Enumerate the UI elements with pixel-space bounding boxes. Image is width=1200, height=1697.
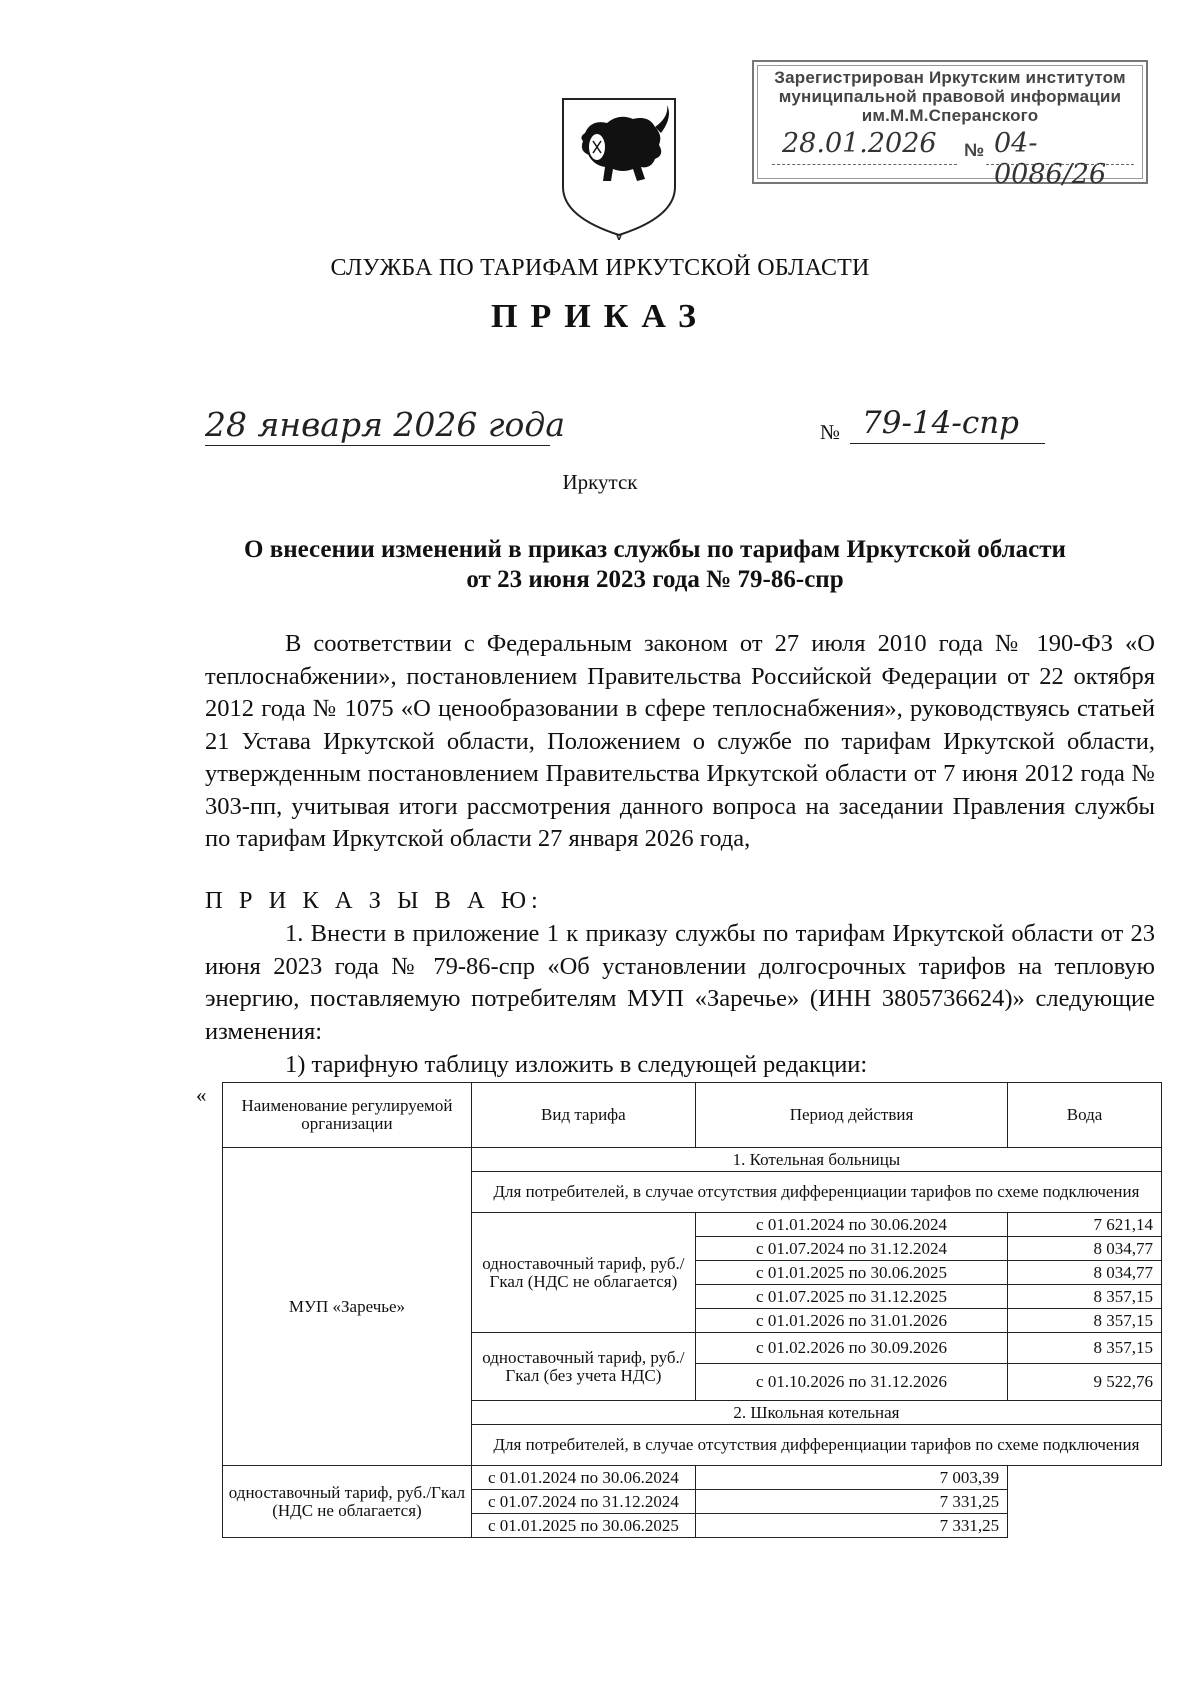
period-cell: с 01.01.2025 по 30.06.2025 (695, 1261, 1007, 1285)
stamp-reg-number: 04-0086/26 (994, 128, 1107, 190)
tariff-table (222, 1082, 1162, 1538)
stamp-reg-date: 28.01.2026 (782, 128, 937, 159)
table-row (223, 1148, 1162, 1172)
section-2-name: 2. Школьная котельная (471, 1401, 1161, 1425)
date-underline (205, 445, 550, 446)
value-cell: 8 034,77 (1008, 1261, 1162, 1285)
period-cell: с 01.07.2024 по 31.12.2024 (471, 1490, 695, 1514)
opening-quote: « (196, 1083, 207, 1107)
document-title (150, 535, 1160, 595)
agency-name: СЛУЖБА ПО ТАРИФАМ ИРКУТСКОЙ ОБЛАСТИ (330, 255, 870, 281)
section-1-group-1-type: одноставочный тариф, руб./Гкал (НДС не облагается) (471, 1213, 695, 1333)
org-name-cell: МУП «Заречье» (223, 1148, 472, 1466)
item-1-paragraph: 1. Внести в приложение 1 к приказу службы по тарифам Иркутской области от 23 июня 2023 года № 79-86-спр «Об установлении долгосрочных тарифов на тепловую энергию, поставляемую потребителям МУП «Заречье» (ИНН 3805736624)» следующие изменения: (205, 920, 1155, 1045)
value-cell: 7 331,25 (695, 1490, 1007, 1514)
period-cell: с 01.07.2025 по 31.12.2025 (695, 1285, 1007, 1309)
table-row (223, 1466, 1162, 1490)
section-1-consumers: Для потребителей, в случае отсутствия дифференциации тарифов по схеме подключения (471, 1172, 1161, 1213)
table-header-row (223, 1083, 1162, 1148)
period-cell: с 01.01.2024 по 30.06.2024 (695, 1213, 1007, 1237)
number-underline (850, 443, 1045, 444)
value-cell: 8 357,15 (1008, 1285, 1162, 1309)
prikazyvayu-heading: П Р И К А З Ы В А Ю: (205, 887, 543, 914)
section-1-group-2-type: одноставочный тариф, руб./Гкал (без учета НДС) (471, 1333, 695, 1401)
section-2-consumers: Для потребителей, в случае отсутствия дифференциации тарифов по схеме подключения (471, 1425, 1161, 1466)
value-cell: 8 034,77 (1008, 1237, 1162, 1261)
section-2-group-1-type: одноставочный тариф, руб./Гкал (НДС не облагается) (223, 1466, 472, 1538)
header-org: Наименование регулируемой организации (223, 1083, 472, 1148)
stamp-number-label: № (964, 140, 985, 160)
city: Иркутск (562, 470, 638, 494)
value-cell: 7 621,14 (1008, 1213, 1162, 1237)
value-cell: 7 331,25 (695, 1514, 1007, 1538)
value-cell: 8 357,15 (1008, 1333, 1162, 1364)
document-type: ПРИКАЗ (491, 298, 709, 335)
title-line-1: О внесении изменений в приказ службы по тарифам Иркутской области (244, 536, 1066, 563)
registration-stamp (752, 60, 1148, 190)
header-period: Период действия (695, 1083, 1007, 1148)
period-cell: с 01.02.2026 по 30.09.2026 (695, 1333, 1007, 1364)
preamble-paragraph: В соответствии с Федеральным законом от 27 июля 2010 года № 190-ФЗ «О теплоснабжении», постановлением Правительства Российской Федерации от 22 октября 2012 года № 1075 «О ценообразовании в сфере теплоснабжения», руководствуясь статьей 21 Устава Иркутской области, Положением о службе по тарифам Иркутской области, утвержденным постановлением Правительства Иркутской области от 7 июня 2012 года № 303-пп, учитывая итоги рассмотрения данного вопроса на заседании Правления службы по тарифам Иркутской области 27 января 2026 года, (205, 630, 1155, 852)
header-water: Вода (1008, 1083, 1162, 1148)
value-cell: 7 003,39 (695, 1466, 1007, 1490)
order-number-label: № (820, 420, 841, 444)
period-cell: с 01.01.2026 по 31.01.2026 (695, 1309, 1007, 1333)
period-cell: с 01.01.2024 по 30.06.2024 (471, 1466, 695, 1490)
period-cell: с 01.01.2025 по 30.06.2025 (471, 1514, 695, 1538)
coat-of-arms-icon (555, 95, 683, 240)
section-1-name: 1. Котельная больницы (471, 1148, 1161, 1172)
sub-item-1: 1) тарифную таблицу изложить в следующей редакции: (285, 1051, 868, 1078)
stamp-line-2: муниципальной правовой информации (778, 87, 1122, 106)
value-cell: 8 357,15 (1008, 1309, 1162, 1333)
stamp-line-3: им.М.М.Сперанского (861, 106, 1039, 125)
value-cell: 9 522,76 (1008, 1364, 1162, 1401)
period-cell: с 01.07.2024 по 31.12.2024 (695, 1237, 1007, 1261)
period-cell: с 01.10.2026 по 31.12.2026 (695, 1364, 1007, 1401)
stamp-line-1: Зарегистрирован Иркутским институтом (774, 68, 1126, 87)
order-date: 28 января 2026 года (205, 405, 566, 444)
order-number: 79-14-спр (862, 405, 1020, 441)
title-line-2: от 23 июня 2023 года № 79-86-спр (466, 566, 844, 593)
header-tariff-type: Вид тарифа (471, 1083, 695, 1148)
